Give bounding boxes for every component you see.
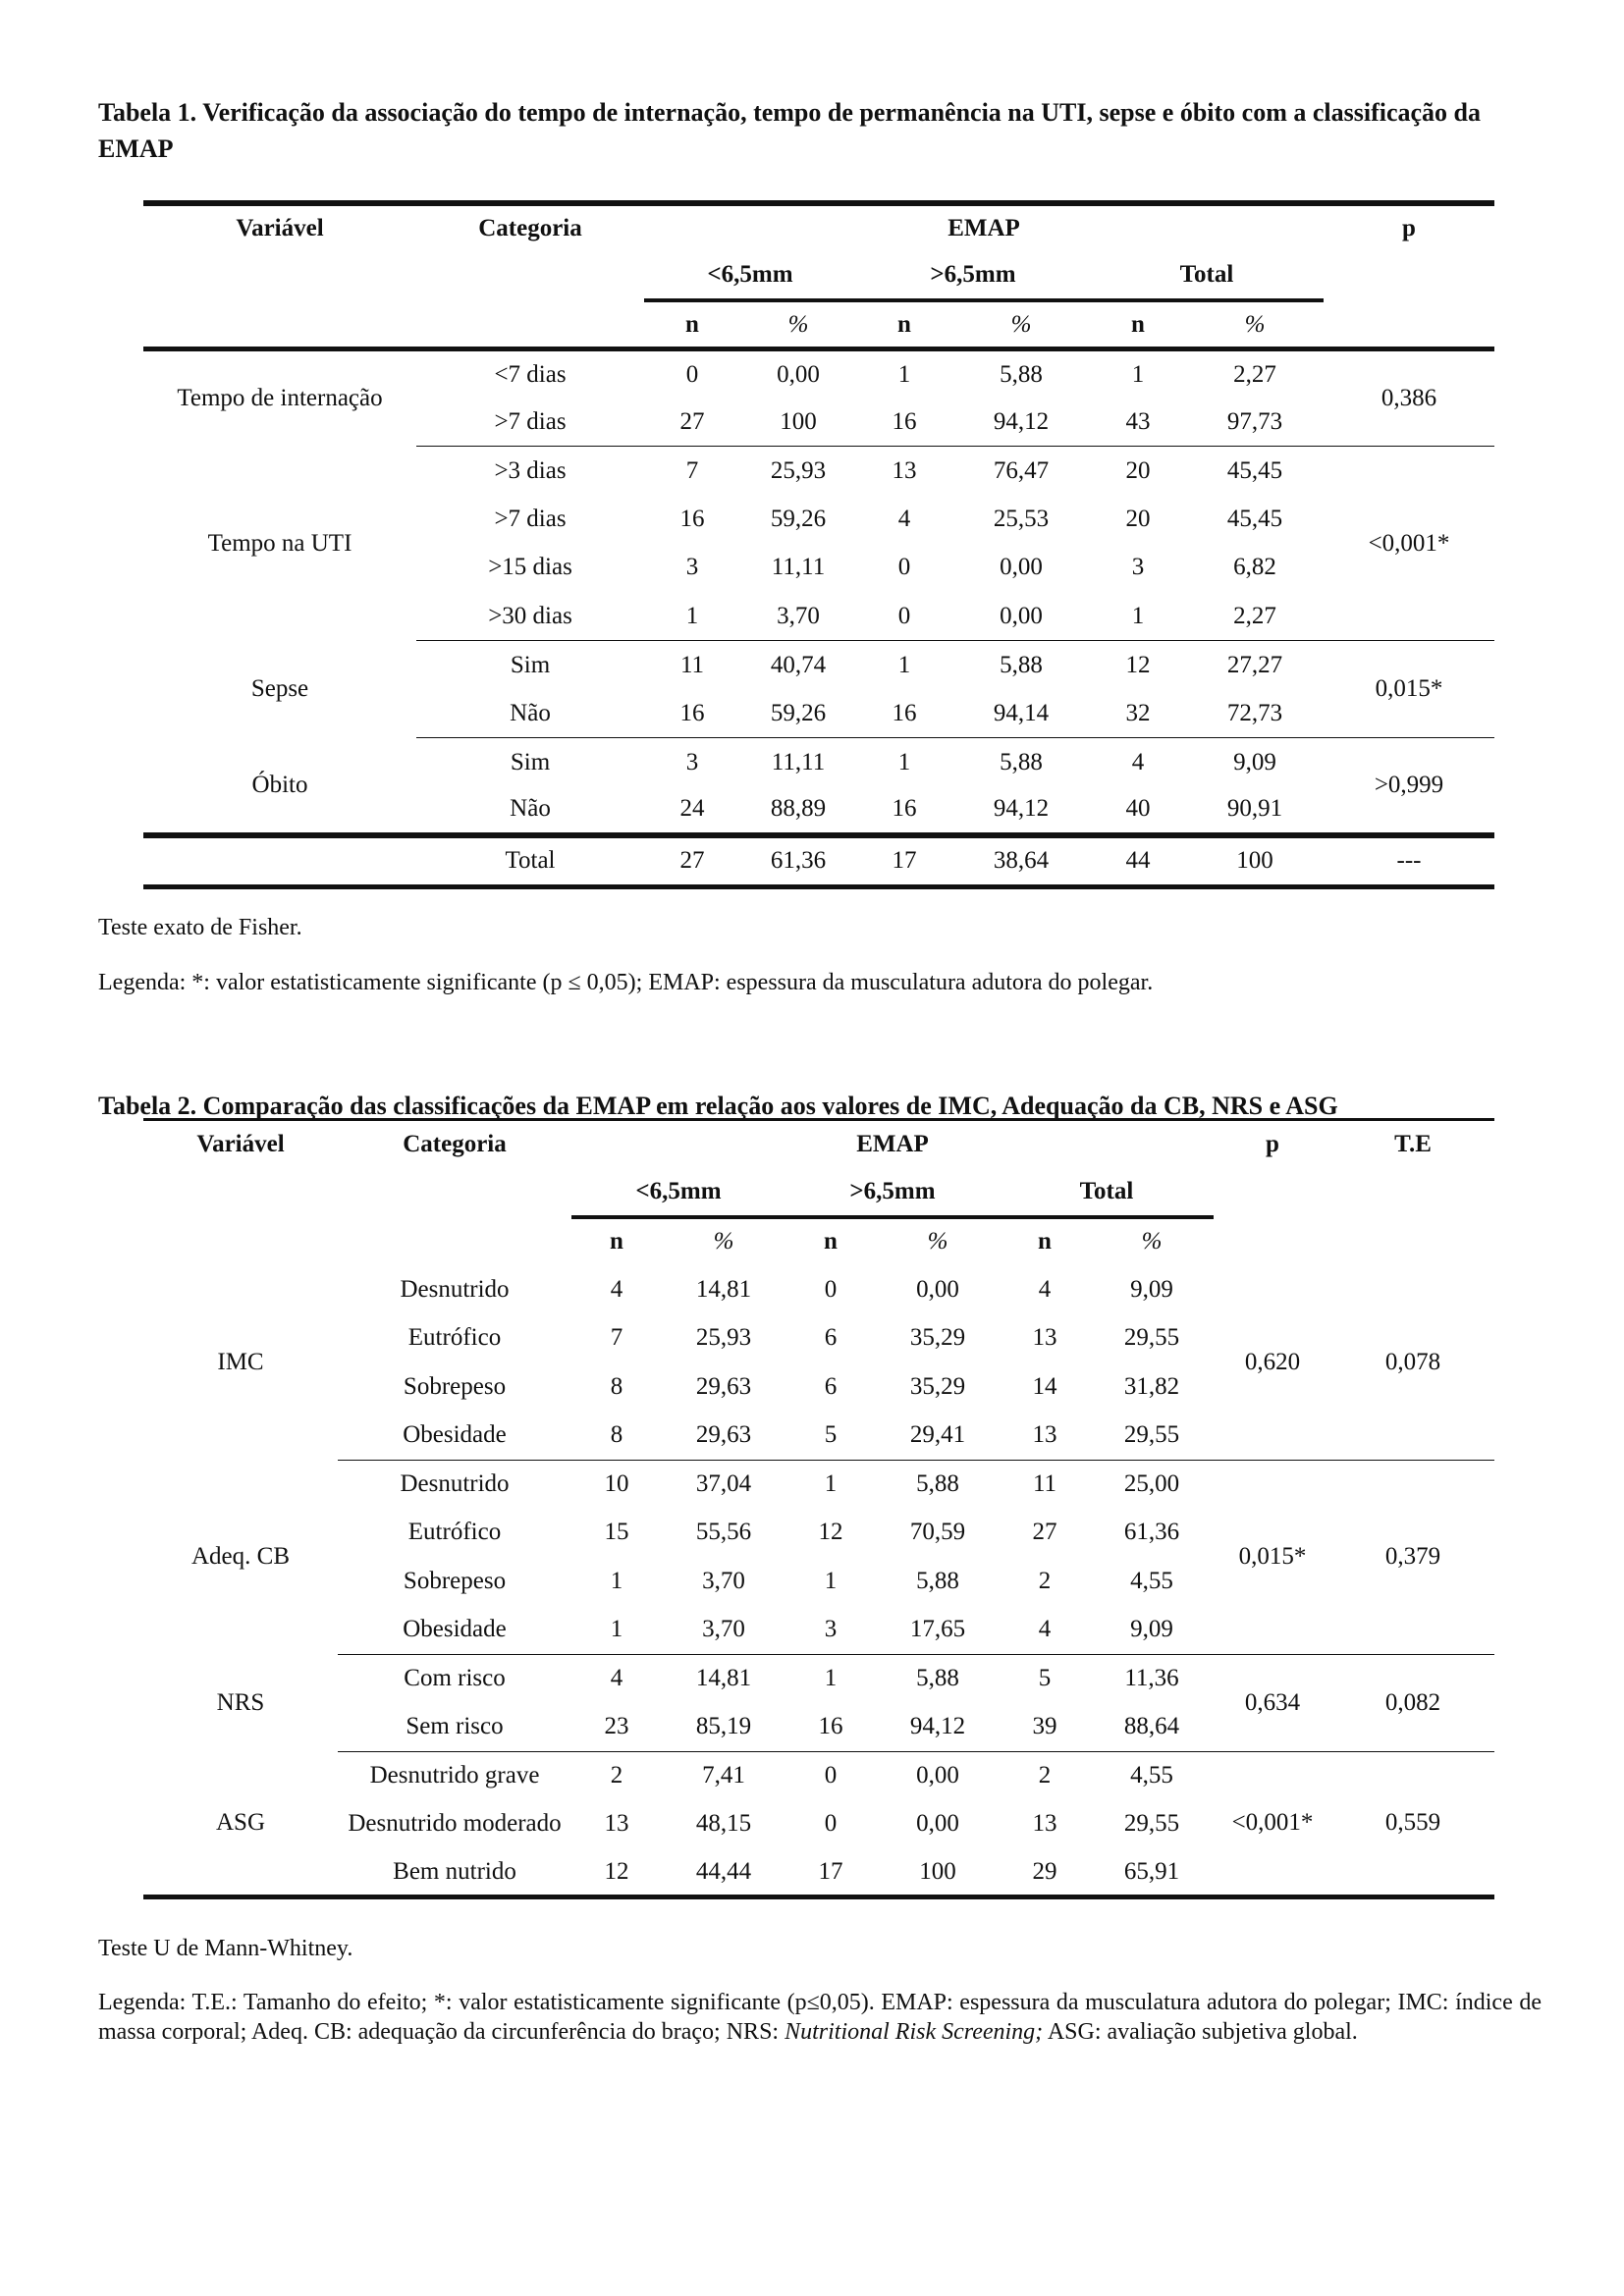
cell-value: 9,09 (1130, 1616, 1173, 1642)
cell-variable: Tempo na UTI (207, 529, 352, 557)
cell-value: 1 (785, 1460, 876, 1509)
cell-category: Total (505, 847, 556, 875)
cell-value: 27 (679, 847, 705, 875)
cell-value: 20 (1090, 447, 1186, 496)
cell-value: 6,82 (1233, 554, 1276, 581)
cell-value: 40 (1125, 795, 1151, 823)
cell-value: 11,11 (771, 554, 826, 581)
cell-value: 12 (571, 1848, 662, 1897)
header-pct: % (1010, 310, 1032, 338)
cell-value: 72,73 (1226, 699, 1283, 726)
cell-value: 5 (824, 1421, 838, 1448)
cell-value: 61,36 (1123, 1519, 1180, 1546)
cell-value: 4 (1038, 1616, 1052, 1642)
cell-value: 29,63 (695, 1421, 752, 1448)
legend-text-1: Legenda: T.E.: Tamanho do efeito; *: valor estatisticamente significante (p≤0,05). EMAP: espessura da musculatura adutora do polegar; IMC: índice de massa corporal; Adeq. CB: adequação da circunferência do braço; NRS: (98, 1990, 1542, 2045)
cell-value: 3 (824, 1616, 838, 1642)
table2-note: Teste U de Mann-Whitney. (98, 1936, 353, 1961)
cell-value: 1 (1131, 602, 1145, 629)
cell-variable: NRS (216, 1688, 265, 1716)
cell-category: Obesidade (403, 1421, 507, 1448)
cell-p: 0,620 (1244, 1348, 1301, 1375)
cell-category: Eutrófico (407, 1519, 502, 1546)
header-n: n (610, 1228, 623, 1255)
cell-value: 90,91 (1226, 795, 1283, 823)
table1-header-row-1 (143, 203, 1494, 252)
header-n: n (897, 310, 911, 338)
cell-value: 17 (892, 847, 917, 875)
cell-value: 25,93 (695, 1324, 752, 1352)
table-row (143, 1460, 1494, 1509)
cell-value: 35,29 (909, 1372, 966, 1400)
cell-category: Com risco (338, 1654, 571, 1703)
cell-te: 0,559 (1331, 1751, 1494, 1897)
cell-category: >7 dias (494, 505, 567, 532)
cell-value: 5,88 (1000, 360, 1043, 388)
cell-value: 31,82 (1123, 1372, 1180, 1400)
cell-value: 94,12 (909, 1713, 966, 1739)
cell-value: 43 (1125, 407, 1151, 435)
cell-p: >0,999 (1324, 738, 1494, 835)
cell-category: Eutrófico (407, 1324, 502, 1352)
table1-header-row-2 (143, 252, 1494, 301)
cell-value: 94,12 (993, 407, 1050, 435)
cell-value: 35,29 (909, 1324, 966, 1352)
cell-value: 16 (818, 1713, 843, 1739)
cell-value: 0 (897, 602, 911, 629)
cell-value: 5,88 (952, 738, 1090, 787)
cell-category: Não (510, 795, 551, 823)
cell-value: 3 (1131, 554, 1145, 581)
cell-value: 2,27 (1233, 360, 1276, 388)
table-row (143, 447, 1494, 496)
cell-value: 25,53 (993, 505, 1050, 532)
cell-p: --- (1396, 847, 1422, 875)
cell-value: 17,65 (909, 1616, 966, 1642)
cell-te: 0,379 (1331, 1460, 1494, 1654)
cell-value: 59,26 (770, 699, 827, 726)
cell-value: 38,64 (993, 847, 1050, 875)
header-emap: EMAP (947, 215, 1020, 242)
table2 (143, 1118, 1494, 1899)
cell-value: 1 (897, 360, 911, 388)
table2-header-row-3 (143, 1217, 1494, 1266)
table2-legend (98, 1988, 1542, 2047)
cell-value: 2 (1038, 1567, 1052, 1594)
cell-value: 76,47 (952, 447, 1090, 496)
cell-value: 1 (685, 602, 699, 629)
cell-value: 37,04 (662, 1460, 785, 1509)
cell-value: 8 (610, 1372, 623, 1400)
cell-value: 94,14 (993, 699, 1050, 726)
table-row (143, 738, 1494, 787)
cell-value: 29,55 (1123, 1810, 1180, 1838)
cell-variable: Óbito (251, 771, 308, 798)
cell-value: 3 (644, 738, 740, 787)
cell-value: 7,41 (662, 1751, 785, 1800)
cell-p: 0,015* (1324, 641, 1494, 738)
cell-te: 0,078 (1384, 1348, 1441, 1375)
table1-legend: Legenda: *: valor estatisticamente significante (p ≤ 0,05); EMAP: espessura da musculatura adutora do polegar. (98, 970, 1154, 995)
table2-header-row-1 (143, 1120, 1494, 1169)
cell-value: 0,00 (777, 360, 820, 388)
cell-value: 9,09 (1130, 1275, 1173, 1303)
cell-value: 45,45 (1186, 447, 1324, 496)
cell-value: 2 (571, 1751, 662, 1800)
cell-value: 16 (679, 699, 705, 726)
cell-category: Sim (416, 738, 644, 787)
cell-value: 61,36 (770, 847, 827, 875)
cell-category: >3 dias (416, 447, 644, 496)
cell-value: 7 (610, 1324, 623, 1352)
cell-value: 7 (644, 447, 740, 496)
cell-value: 3,70 (702, 1616, 745, 1642)
cell-value: 27 (679, 407, 705, 435)
cell-value: 65,91 (1090, 1848, 1214, 1897)
cell-category: >7 dias (494, 407, 567, 435)
cell-value: 97,73 (1226, 407, 1283, 435)
cell-value: 3,70 (777, 602, 820, 629)
cell-value: 0,00 (916, 1275, 959, 1303)
header-n: n (1038, 1228, 1052, 1255)
cell-value: 8 (610, 1421, 623, 1448)
cell-value: 1 (785, 1654, 876, 1703)
cell-value: 59,26 (770, 505, 827, 532)
cell-value: 40,74 (740, 641, 856, 690)
header-variavel: Variável (143, 1120, 338, 1169)
legend-text-2: ASG: avaliação subjetiva global. (1043, 2019, 1358, 2045)
cell-value: 29,41 (909, 1421, 966, 1448)
cell-value: 13 (1032, 1324, 1057, 1352)
header-group-lt: <6,5mm (644, 252, 856, 301)
cell-value: 27,27 (1186, 641, 1324, 690)
cell-category: Desnutrido moderado (348, 1810, 562, 1838)
cell-variable: IMC (217, 1349, 264, 1375)
cell-value: 100 (780, 407, 817, 435)
cell-value: 15 (604, 1519, 629, 1546)
cell-value: 1 (824, 1567, 838, 1594)
legend-text-italic: Nutritional Risk Screening; (785, 2019, 1044, 2045)
header-group-gt: >6,5mm (856, 252, 1090, 301)
cell-value: 3 (685, 554, 699, 581)
cell-category: Sobrepeso (403, 1372, 507, 1400)
cell-value: 13 (1032, 1421, 1057, 1448)
cell-category: Não (510, 699, 551, 726)
header-n: n (824, 1228, 838, 1255)
cell-category: Desnutrido grave (338, 1751, 571, 1800)
cell-value: 85,19 (695, 1713, 752, 1739)
cell-value: 55,56 (695, 1519, 752, 1546)
cell-value: 13 (1032, 1810, 1057, 1838)
cell-value: 0,00 (876, 1751, 1000, 1800)
cell-value: 0 (824, 1810, 838, 1838)
cell-value: 39 (1032, 1713, 1057, 1739)
cell-value: 5,88 (876, 1460, 1000, 1509)
cell-value: 1 (856, 641, 952, 690)
cell-p: 0,386 (1380, 385, 1437, 411)
cell-value: 0,00 (1000, 602, 1043, 629)
cell-value: 4 (897, 505, 911, 532)
table2-caption: Tabela 2. Comparação das classificações da EMAP em relação aos valores de IMC, Adequação da CB, NRS e ASG (98, 1092, 1338, 1120)
header-group-lt: <6,5mm (571, 1168, 785, 1217)
cell-value: 16 (892, 407, 917, 435)
cell-value: 6 (824, 1324, 838, 1352)
table1-total-row (143, 835, 1494, 887)
cell-value: 2 (1000, 1751, 1090, 1800)
cell-value: 88,89 (770, 795, 827, 823)
cell-te: 0,082 (1331, 1654, 1494, 1751)
cell-value: 25,00 (1090, 1460, 1214, 1509)
cell-value: 2,27 (1233, 602, 1276, 629)
header-n: n (1131, 310, 1145, 338)
cell-value: 25,93 (740, 447, 856, 496)
cell-p: <0,001* (1324, 447, 1494, 641)
cell-value: 4,55 (1090, 1751, 1214, 1800)
table1-note: Teste exato de Fisher. (98, 915, 302, 940)
cell-value: 9,09 (1186, 738, 1324, 787)
cell-value: 11 (1000, 1460, 1090, 1509)
cell-value: 11,36 (1090, 1654, 1214, 1703)
cell-value: 70,59 (909, 1519, 966, 1546)
cell-value: 44 (1125, 847, 1151, 875)
cell-value: 16 (892, 699, 917, 726)
table-row (143, 1654, 1494, 1703)
cell-value: 13 (856, 447, 952, 496)
header-group-gt: >6,5mm (785, 1168, 1000, 1217)
table1-header-row-3 (143, 300, 1494, 349)
header-categoria: Categoria (478, 215, 582, 242)
cell-value: 6 (824, 1372, 838, 1400)
cell-category: Obesidade (403, 1616, 507, 1642)
cell-value: 5 (1000, 1654, 1090, 1703)
header-n: n (685, 310, 699, 338)
header-pct: % (927, 1228, 948, 1255)
cell-p: 0,634 (1214, 1654, 1331, 1751)
cell-value: 5,88 (876, 1654, 1000, 1703)
cell-variable: Sepse (250, 675, 309, 702)
cell-category: >15 dias (488, 554, 572, 581)
cell-value: 29,55 (1123, 1421, 1180, 1448)
header-group-total: Total (1090, 252, 1324, 301)
cell-p: <0,001* (1214, 1751, 1331, 1897)
cell-value: 48,15 (695, 1810, 752, 1838)
cell-value: 4 (1038, 1275, 1052, 1303)
header-pct: % (787, 310, 809, 338)
cell-value: 1 (856, 738, 952, 787)
header-pct: % (1244, 310, 1266, 338)
cell-value: 5,88 (916, 1567, 959, 1594)
header-p: p (1402, 215, 1416, 242)
cell-value: 45,45 (1226, 505, 1283, 532)
header-pct: % (713, 1228, 734, 1255)
cell-category: Bem nutrido (338, 1848, 571, 1897)
cell-value: 0 (785, 1751, 876, 1800)
cell-variable: Tempo de internação (177, 385, 383, 412)
cell-value: 20 (1125, 505, 1151, 532)
table-row (143, 1751, 1494, 1800)
cell-variable: ASG (143, 1751, 338, 1897)
cell-value: 0 (685, 360, 699, 388)
cell-value: 24 (679, 795, 705, 823)
cell-value: 14,81 (662, 1654, 785, 1703)
cell-value: 17 (785, 1848, 876, 1897)
cell-value: 14 (1032, 1372, 1057, 1400)
cell-value: 100 (1236, 847, 1273, 875)
cell-category: Sem risco (406, 1713, 504, 1739)
cell-variable: Adeq. CB (191, 1543, 290, 1570)
table1 (143, 200, 1494, 889)
cell-category: Sobrepeso (403, 1567, 507, 1594)
cell-category: Desnutrido (338, 1460, 571, 1509)
cell-value: 32 (1125, 699, 1151, 726)
cell-value: 100 (876, 1848, 1000, 1897)
cell-value: 5,88 (952, 641, 1090, 690)
cell-value: 4,55 (1130, 1567, 1173, 1594)
cell-value: 0 (897, 554, 911, 581)
cell-value: 3,70 (702, 1567, 745, 1594)
table1-body (143, 349, 1494, 835)
table1-caption: Tabela 1. Verificação da associação do tempo de internação, tempo de permanência na UTI, sepse e óbito com a classificação da EMAP (98, 98, 1481, 163)
cell-p: 0,015* (1214, 1460, 1331, 1654)
header-emap: EMAP (571, 1120, 1214, 1169)
header-p: p (1214, 1120, 1331, 1169)
table2-header-row-2 (143, 1168, 1494, 1217)
table2-body (143, 1265, 1494, 1897)
cell-value: 29 (1000, 1848, 1090, 1897)
cell-value: 12 (818, 1519, 843, 1546)
cell-value: 0,00 (1000, 554, 1043, 581)
cell-value: 11 (644, 641, 740, 690)
cell-category: Desnutrido (400, 1275, 510, 1303)
cell-value: 0 (824, 1275, 838, 1303)
table-row (143, 1265, 1494, 1314)
cell-value: 4 (571, 1654, 662, 1703)
cell-value: 1 (610, 1616, 623, 1642)
cell-category: >30 dias (488, 602, 572, 629)
cell-value: 29,63 (695, 1372, 752, 1400)
cell-value: 1 (610, 1567, 623, 1594)
header-te: T.E (1331, 1120, 1494, 1169)
cell-value: 10 (571, 1460, 662, 1509)
cell-value: 88,64 (1123, 1713, 1180, 1739)
table-row (143, 349, 1494, 399)
cell-value: 16 (679, 505, 705, 532)
header-categoria: Categoria (338, 1120, 571, 1169)
cell-value: 44,44 (662, 1848, 785, 1897)
cell-value: 4 (1090, 738, 1186, 787)
header-variavel: Variável (236, 215, 324, 242)
cell-value: 94,12 (993, 795, 1050, 823)
cell-category: <7 dias (494, 360, 567, 388)
cell-value: 1 (1131, 360, 1145, 388)
cell-value: 4 (610, 1275, 623, 1303)
cell-value: 13 (604, 1810, 629, 1838)
cell-value: 12 (1090, 641, 1186, 690)
header-pct: % (1141, 1228, 1163, 1255)
cell-value: 23 (604, 1713, 629, 1739)
header-group-total: Total (1000, 1168, 1214, 1217)
cell-category: Sim (416, 641, 644, 690)
cell-value: 14,81 (695, 1275, 752, 1303)
cell-value: 0,00 (916, 1810, 959, 1838)
cell-value: 27 (1032, 1519, 1057, 1546)
cell-value: 29,55 (1123, 1324, 1180, 1352)
table-row (143, 641, 1494, 690)
cell-value: 11,11 (740, 738, 856, 787)
cell-value: 16 (892, 795, 917, 823)
